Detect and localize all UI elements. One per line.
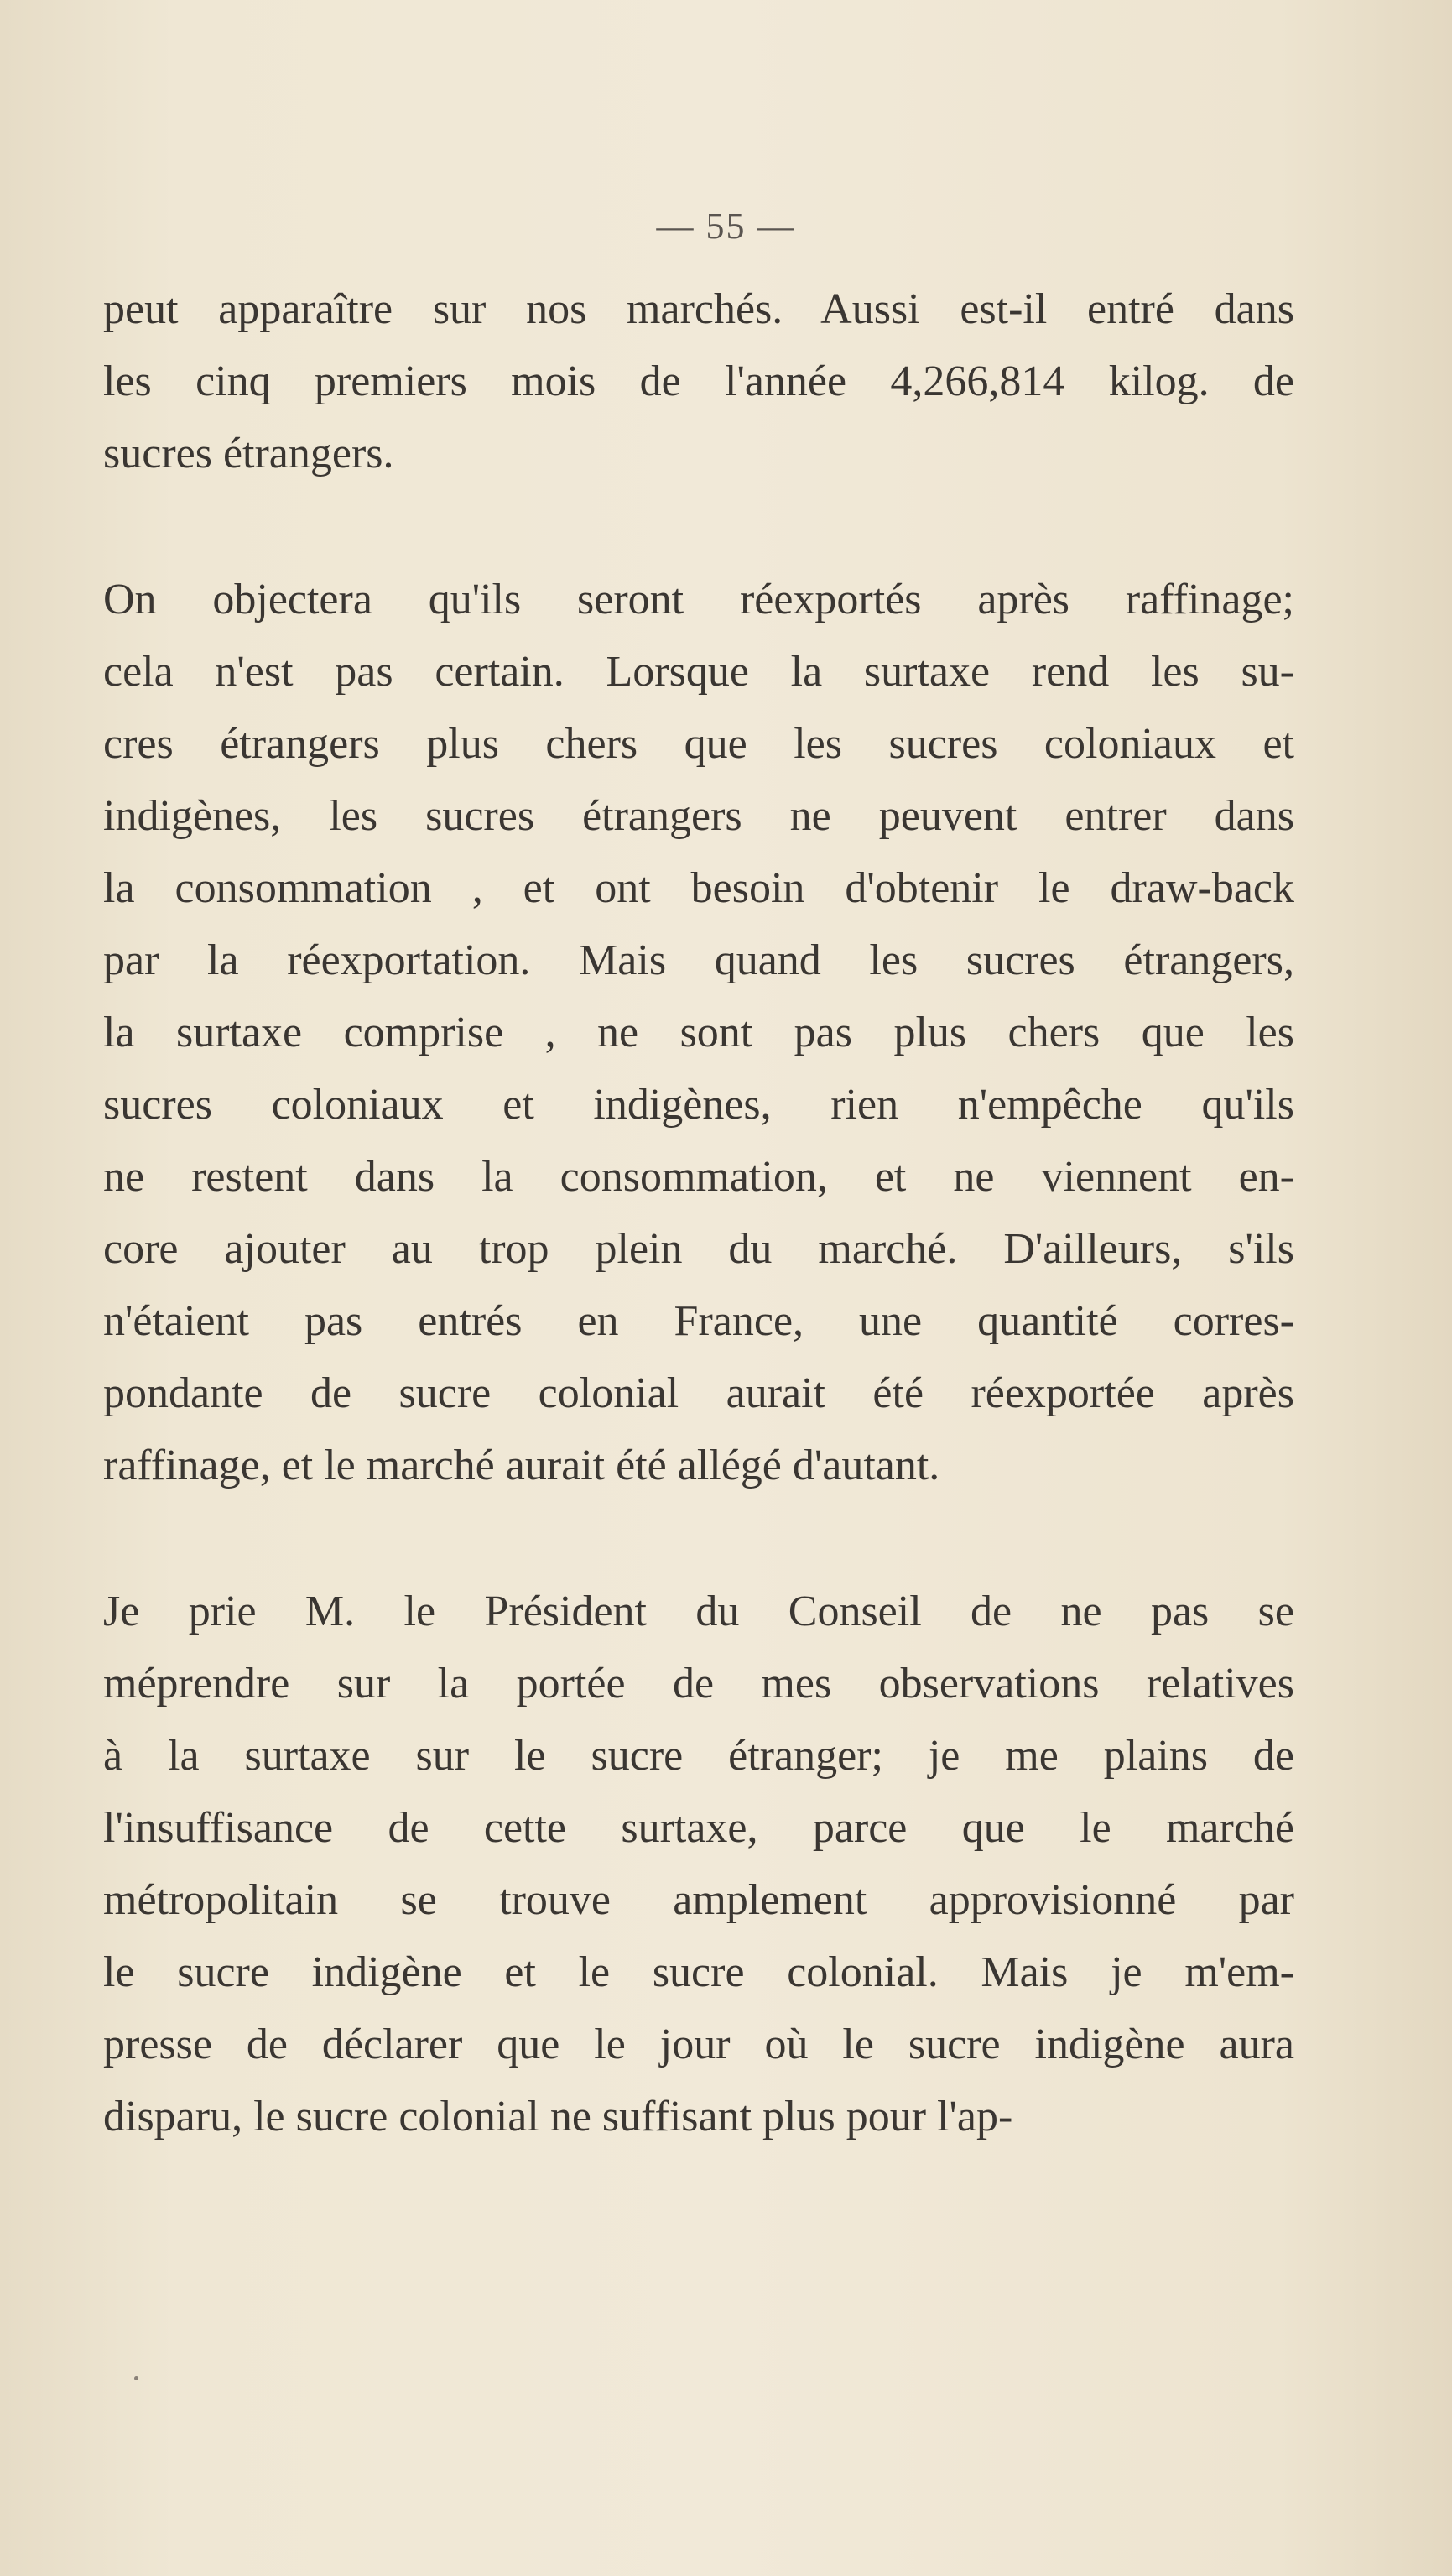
- text-line: sucres étrangers.: [103, 430, 394, 477]
- paragraph-1: [103, 274, 1294, 490]
- text-line: disparu, le sucre colonial ne suffisant plus pour l'ap-: [103, 2093, 1013, 2141]
- body-text: [103, 274, 1294, 2153]
- text-line: le sucre indigène et le sucre colonial. Mais je m'em-: [103, 1948, 1294, 1996]
- text-line: indigènes, les sucres étrangers ne peuvent entrer dans: [103, 792, 1294, 840]
- text-line: presse de déclarer que le jour où le sucre indigène aura: [103, 2021, 1294, 2068]
- text-line: par la réexportation. Mais quand les sucres étrangers,: [103, 936, 1294, 984]
- text-line: On objectera qu'ils seront réexportés après raffinage;: [103, 576, 1294, 623]
- text-line: core ajouter au trop plein du marché. D'ailleurs, s'ils: [103, 1225, 1294, 1273]
- text-line: sucres coloniaux et indigènes, rien n'empêche qu'ils: [103, 1081, 1294, 1129]
- text-line: pondante de sucre colonial aurait été réexportée après: [103, 1369, 1294, 1417]
- page-number: — 55 —: [656, 206, 796, 247]
- paragraph-3: [103, 1576, 1294, 2153]
- text-line: n'étaient pas entrés en France, une quantité corres-: [103, 1297, 1294, 1345]
- text-line: méprendre sur la portée de mes observations relatives: [103, 1660, 1294, 1708]
- text-line: métropolitain se trouve amplement approvisionné par: [103, 1876, 1294, 1924]
- text-line: les cinq premiers mois de l'année 4,266,814 kilog. de: [103, 357, 1294, 405]
- ink-speck: [134, 2376, 138, 2380]
- text-line: cres étrangers plus chers que les sucres coloniaux et: [103, 720, 1294, 768]
- text-line: ne restent dans la consommation, et ne viennent en-: [103, 1153, 1294, 1201]
- text-line: raffinage, et le marché aurait été allégé d'autant.: [103, 1442, 940, 1489]
- text-line: à la surtaxe sur le sucre étranger; je me plains de: [103, 1732, 1294, 1780]
- text-line: la consommation , et ont besoin d'obtenir le draw-back: [103, 864, 1294, 912]
- text-line: peut apparaître sur nos marchés. Aussi est-il entré dans: [103, 285, 1294, 333]
- text-line: la surtaxe comprise , ne sont pas plus chers que les: [103, 1009, 1294, 1056]
- text-line: cela n'est pas certain. Lorsque la surtaxe rend les su-: [103, 648, 1294, 696]
- text-line: Je prie M. le Président du Conseil de ne pas se: [103, 1588, 1294, 1635]
- paragraph-2: [103, 564, 1294, 1502]
- text-line: l'insuffisance de cette surtaxe, parce que le marché: [103, 1804, 1294, 1852]
